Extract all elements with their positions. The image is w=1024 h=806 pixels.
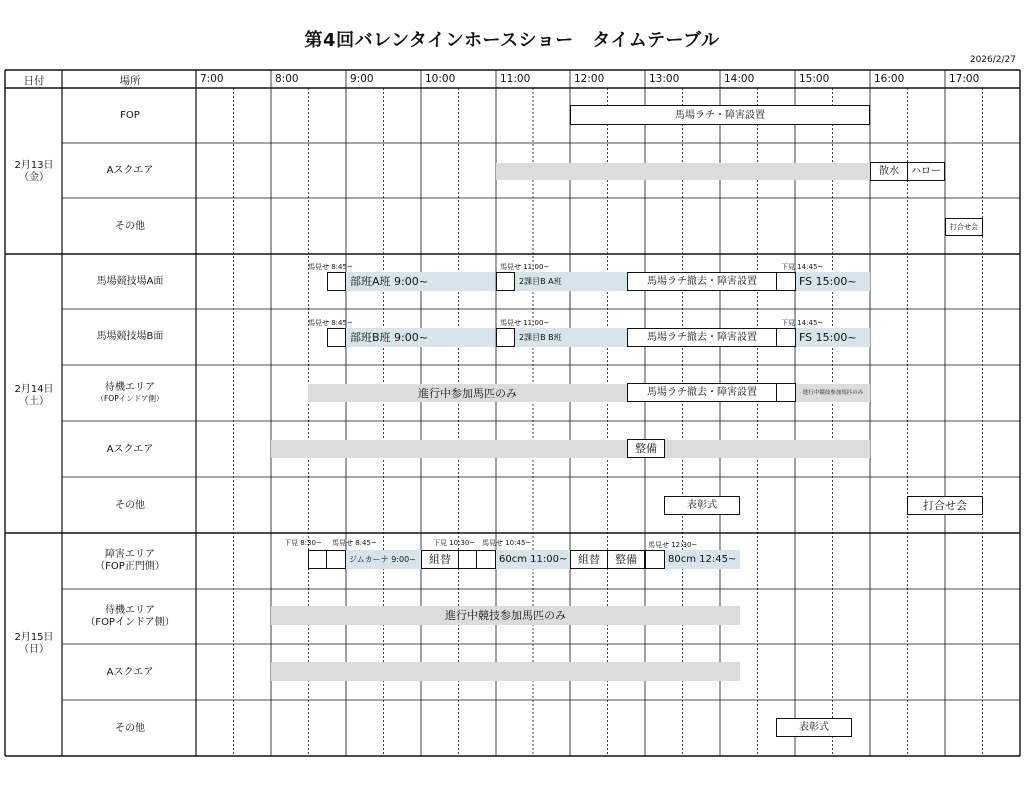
event-15-kumikae2: 組替 <box>570 550 608 569</box>
event-15-seibi: 整備 <box>607 550 645 569</box>
hour-label: 14:00 <box>724 73 755 85</box>
day-label-13: 2月13日 （金） <box>14 160 54 183</box>
event-15-mimi1-box <box>326 550 346 569</box>
hour-label: 7:00 <box>200 73 224 85</box>
event-b-shita-box <box>776 328 796 347</box>
print-date: 2026/2/27 <box>969 55 1016 65</box>
event-15-80cm: 80cm 12:45~ <box>668 554 737 565</box>
hour-label: 10:00 <box>425 73 456 85</box>
day-label-14: 2月14日 （土） <box>14 384 54 407</box>
page-title: 第4回バレンタインホースショー タイムテーブル <box>304 30 720 51</box>
hour-label: 13:00 <box>649 73 680 85</box>
event-b-class2: 2課目B B班 <box>519 333 562 342</box>
event-asquare15-bar <box>271 662 740 681</box>
event-a-mimi1-box <box>327 272 346 291</box>
hour-label: 12:00 <box>574 73 605 85</box>
hour-label: 9:00 <box>350 73 374 85</box>
event-wait15-bar: 進行中競技参加馬匹のみ <box>271 606 740 625</box>
event-b-mimi1-box <box>327 328 346 347</box>
event-a-mimi2-box <box>496 272 515 291</box>
place-asquare-14: Aスクエア <box>106 444 154 455</box>
label-15-mimi3: 馬見せ 12:30~ <box>648 541 698 549</box>
event-harrow: ハロー <box>907 162 945 181</box>
event-b-remove: 馬場ラチ撤去・障害設置 <box>627 328 777 347</box>
event-award14: 表彰式 <box>664 496 740 515</box>
event-15-shita1-box <box>308 550 327 569</box>
event-15-gymkhana: ジムカーナ 9:00~ <box>349 555 416 564</box>
event-15-kumikae1: 組替 <box>421 550 459 569</box>
event-15-mimi2-box <box>476 550 496 569</box>
event-a-class1: 部班A班 9:00~ <box>350 275 428 288</box>
day-label-15: 2月15日 （日） <box>14 632 54 655</box>
place-asquare-15: Aスクエア <box>106 667 154 678</box>
header-date: 日付 <box>23 75 45 87</box>
event-wait14-small <box>776 383 796 402</box>
place-other-15: その他 <box>115 723 145 734</box>
label-15-mimi2: 馬見せ 10:45~ <box>482 539 532 547</box>
event-b-fs: FS 15:00~ <box>796 328 870 347</box>
hour-label: 8:00 <box>275 73 299 85</box>
place-arena-b: 馬場競技場B面 <box>96 331 164 342</box>
place-jump-area: 障害エリア （FOP正門側） <box>95 549 165 572</box>
place-waiting-15: 待機エリア （FOPインドア側） <box>85 605 175 628</box>
event-wait14-setup: 馬場ラチ撤去・障害設置 <box>627 383 777 402</box>
place-other-14: その他 <box>115 500 145 511</box>
event-wait14-note: 進行中競技参加馬匹のみ <box>796 384 870 402</box>
event-asquare14-seibi: 整備 <box>627 439 665 458</box>
event-fop-setup: 馬場ラチ・障害設置 <box>570 105 870 125</box>
event-meeting-13: 打合せ会 <box>945 218 983 236</box>
event-15-60cm: 60cm 11:00~ <box>499 554 568 565</box>
event-water: 散水 <box>870 162 908 181</box>
event-b-class1: 部班B班 9:00~ <box>350 331 428 344</box>
label-15-shita1: 下見 8:30~ <box>284 539 322 547</box>
place-asquare-13: Aスクエア <box>106 165 154 176</box>
hour-label: 15:00 <box>799 73 830 85</box>
label-a-mimi2: 馬見せ 11:00~ <box>500 263 550 271</box>
place-arena-a: 馬場競技場A面 <box>96 276 164 287</box>
event-a-fs: FS 15:00~ <box>796 272 870 291</box>
label-15-mimi1: 馬見せ 8:45~ <box>332 539 377 547</box>
label-a-shita: 下見 14:45~ <box>781 263 824 271</box>
label-b-mimi2: 馬見せ 11:00~ <box>500 319 550 327</box>
hour-label: 17:00 <box>949 73 980 85</box>
label-a-mimi1: 馬見せ 8:45~ <box>308 263 353 271</box>
place-other-13: その他 <box>115 221 145 232</box>
place-fop: FOP <box>120 110 140 121</box>
header-place: 場所 <box>119 75 141 87</box>
event-wait14-bar: 進行中参加馬匹のみ <box>308 384 627 402</box>
event-b-mimi2-box <box>496 328 515 347</box>
event-a-remove: 馬場ラチ撤去・障害設置 <box>627 272 777 291</box>
event-15-mimi3-box <box>645 550 665 569</box>
event-asquare-13-bar <box>496 163 870 180</box>
label-15-shita2: 下見 10:30~ <box>433 539 476 547</box>
event-a-class2: 2課目B A班 <box>519 277 562 286</box>
label-b-shita: 下見 14:45~ <box>781 319 824 327</box>
label-b-mimi1: 馬見せ 8:45~ <box>308 319 353 327</box>
event-15-shita2-box <box>458 550 477 569</box>
place-waiting-14: 待機エリア （FOPインドア側） <box>96 382 164 403</box>
event-award15: 表彰式 <box>776 718 852 737</box>
event-a-shita-box <box>776 272 796 291</box>
hour-label: 11:00 <box>500 73 531 85</box>
event-asquare14-bar <box>271 440 870 458</box>
event-meeting14: 打合せ会 <box>907 496 983 515</box>
hour-label: 16:00 <box>874 73 905 85</box>
